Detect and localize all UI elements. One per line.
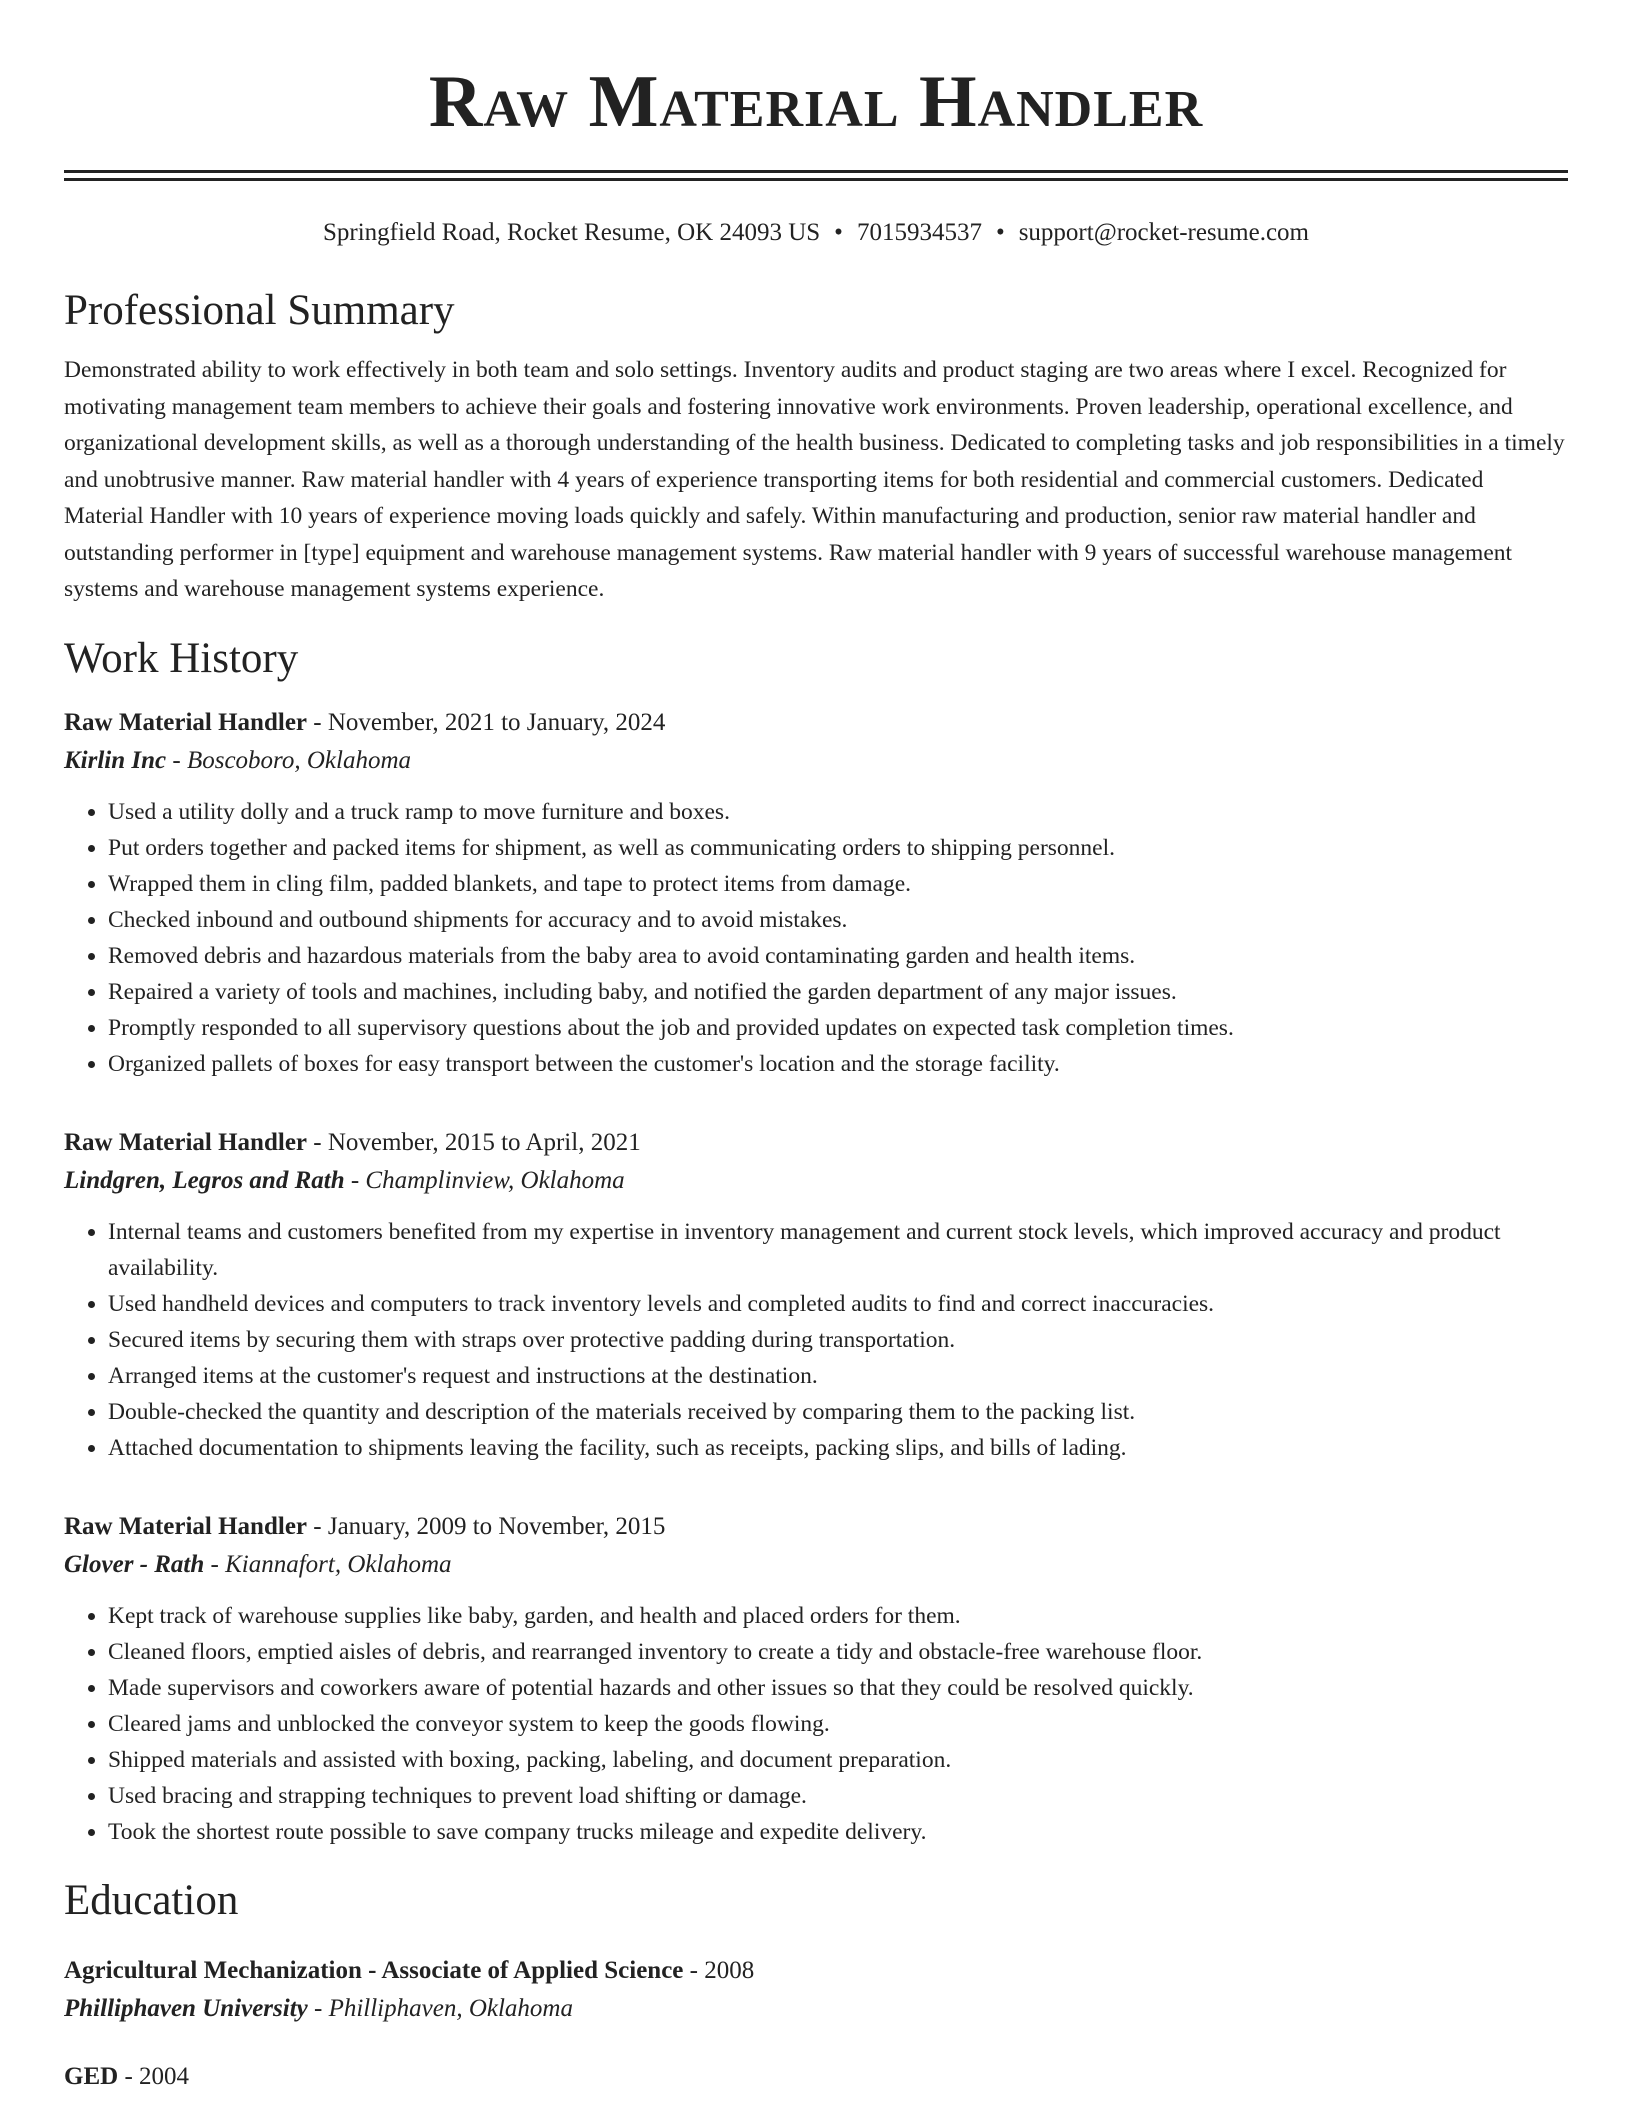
contact-phone: 7015934537 [856, 219, 982, 246]
list-item: • Secured items by securing them with straps over protective padding during transportation. [108, 1322, 1568, 1358]
job-location: - Kiannafort, Oklahoma [204, 1550, 452, 1578]
header-divider [64, 170, 1568, 181]
list-item: • Repaired a variety of tools and machines, including baby, and notified the garden department of any major issues. [108, 974, 1568, 1010]
list-item: • Made supervisors and coworkers aware of potential hazards and other issues so that they could be resolved quickly. [108, 1670, 1568, 1706]
contact-address: Springfield Road, Rocket Resume, OK 24093 US [322, 219, 821, 246]
education-year: - 2008 [683, 1956, 755, 1984]
list-item: • Took the shortest route possible to save company trucks mileage and expedite delivery. [108, 1814, 1568, 1850]
job-bullet-list [64, 794, 1568, 1082]
job-dates: - November, 2021 to January, 2024 [307, 708, 666, 736]
resume-name: Raw Material Handler [428, 61, 1204, 143]
list-item: • Organized pallets of boxes for easy transport between the customer's location and the storage facility. [108, 1046, 1568, 1082]
job-company-line [64, 1162, 1568, 1200]
job-bullet-list [64, 1214, 1568, 1466]
summary-text: Demonstrated ability to work effectively in both team and solo settings. Inventory audits and product staging are two areas where I excel. Recognized for motivating management team members to achieve their goals and fostering innovative work environments. Proven leadership, operational excellence, and organizational development skills, as well as a thorough understanding of the health business. Dedicated to completing tasks and job responsibilities in a timely and unobtrusive manner. Raw material handler with 4 years of experience transporting items for both residential and commercial customers. Dedicated Material Handler with 10 years of experience moving loads quickly and safely. Within manufacturing and production, senior raw material handler and outstanding performer in [type] equipment and warehouse management systems. Raw material handler with 9 years of successful warehouse management systems and warehouse management systems experience. [64, 357, 1565, 602]
contact-separator: • [834, 219, 843, 246]
section-title-summary: Professional Summary [64, 287, 455, 334]
job-role: Raw Material Handler [64, 1128, 308, 1156]
list-item: • Used a utility dolly and a truck ramp to move furniture and boxes. [108, 794, 1568, 830]
job-role: Raw Material Handler [64, 1512, 308, 1540]
contact-separator: • [995, 219, 1005, 246]
job-company: Kirlin Inc [64, 746, 167, 774]
job-title-line [64, 704, 1568, 742]
job-dates: - January, 2009 to November, 2015 [307, 1512, 666, 1540]
contact-line [64, 217, 1568, 249]
list-item: • Internal teams and customers benefited from my expertise in inventory management and current stock levels, which improved accuracy and product availability. [108, 1214, 1568, 1286]
job-entry [64, 1508, 1568, 1850]
list-item: • Cleared jams and unblocked the conveyor system to keep the goods flowing. [108, 1706, 1568, 1742]
list-item: • Shipped materials and assisted with boxing, packing, labeling, and document preparation. [108, 1742, 1568, 1778]
list-item: • Promptly responded to all supervisory questions about the job and provided updates on expected task completion times. [108, 1010, 1568, 1046]
list-item: • Kept track of warehouse supplies like baby, garden, and health and placed orders for them. [108, 1598, 1568, 1634]
list-item: • Wrapped them in cling film, padded blankets, and tape to protect items from damage. [108, 866, 1568, 902]
section-title-work-history: Work History [64, 634, 299, 682]
list-item: • Used bracing and strapping techniques to prevent load shifting or damage. [108, 1778, 1568, 1814]
job-company: Lindgren, Legros and Rath [64, 1166, 345, 1194]
education-location: - Philliphaven, Oklahoma [307, 1994, 573, 2022]
education-entry [64, 1952, 1568, 2028]
job-title-line [64, 1508, 1568, 1546]
job-title-line [64, 1124, 1568, 1162]
list-item: • Arranged items at the customer's request and instructions at the destination. [108, 1358, 1568, 1394]
job-entry [64, 704, 1568, 1082]
job-company-line [64, 742, 1568, 780]
job-location: - Boscoboro, Oklahoma [166, 746, 411, 774]
job-role: Raw Material Handler [64, 708, 308, 736]
list-item: • Double-checked the quantity and description of the materials received by comparing them to the packing list. [108, 1394, 1568, 1430]
job-location: - Champlinview, Oklahoma [344, 1166, 625, 1194]
list-item: • Used handheld devices and computers to track inventory levels and completed audits to find and correct inaccuracies. [108, 1286, 1568, 1322]
education-year: - 2004 [118, 2062, 190, 2090]
contact-email: support@rocket-resume.com [1018, 219, 1309, 246]
job-dates: - November, 2015 to April, 2021 [307, 1128, 641, 1156]
list-item: • Cleaned floors, emptied aisles of debris, and rearranged inventory to create a tidy and obstacle-free warehouse floor. [108, 1634, 1568, 1670]
section-title-education: Education [64, 1876, 239, 1924]
education-degree: Agricultural Mechanization - Associate of Applied Science [64, 1956, 684, 1984]
list-item: • Attached documentation to shipments leaving the facility, such as receipts, packing slips, and bills of lading. [108, 1430, 1568, 1466]
job-entry [64, 1124, 1568, 1466]
education-degree: GED [64, 2062, 119, 2090]
job-company: Glover - Rath [64, 1550, 205, 1578]
list-item: • Put orders together and packed items for shipment, as well as communicating orders to shipping personnel. [108, 830, 1568, 866]
education-school-line [64, 1990, 1568, 2028]
education-school: Philliphaven University [64, 1994, 308, 2022]
education-degree-line [64, 1952, 1568, 1990]
list-item: • Removed debris and hazardous materials from the baby area to avoid contaminating garden and health items. [108, 938, 1568, 974]
list-item: • Checked inbound and outbound shipments for accuracy and to avoid mistakes. [108, 902, 1568, 938]
job-company-line [64, 1546, 1568, 1584]
education-degree-line [64, 2058, 1568, 2096]
job-bullet-list [64, 1598, 1568, 1850]
education-entry [64, 2058, 1568, 2096]
